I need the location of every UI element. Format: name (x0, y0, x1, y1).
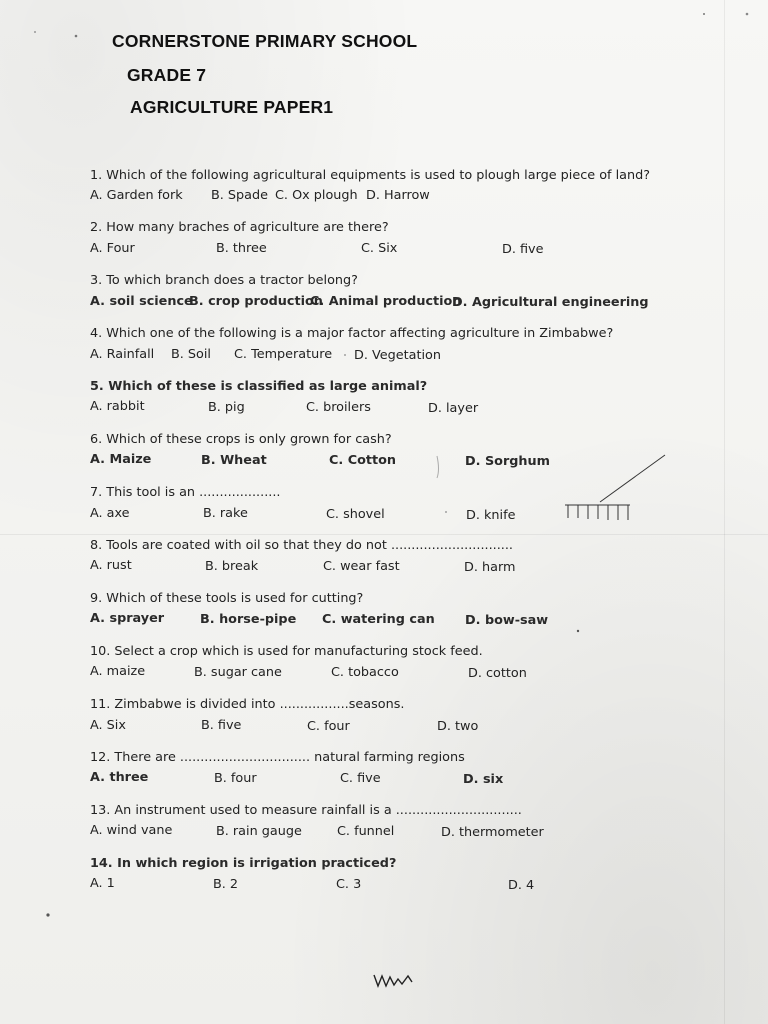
q7-option-a: A. axe (90, 506, 130, 521)
q14-option-d: D. 4 (508, 878, 535, 893)
q12-option-b: B. four (214, 771, 257, 786)
question-6: 6. Which of these crops is only grown for cash? (90, 432, 392, 447)
q8-option-a: A. rust (90, 558, 132, 573)
grade-title: GRADE 7 (127, 65, 207, 85)
q4-option-d: D. Vegetation (354, 348, 441, 363)
q11-option-a: A. Six (90, 718, 126, 733)
q1-option-a: A. Garden fork (90, 188, 183, 203)
question-9: 9. Which of these tools is used for cutting? (90, 591, 364, 606)
question-14: 14. In which region is irrigation practiced? (90, 856, 397, 871)
q14-option-b: B. 2 (213, 877, 239, 892)
q1-option-d: D. Harrow (366, 188, 430, 203)
question-2: 2. How many braches of agriculture are there? (90, 220, 389, 235)
q13-option-a: A. wind vane (90, 823, 173, 838)
q10-option-a: A. maize (90, 664, 146, 679)
q9-option-b: B. horse-pipe (200, 612, 297, 627)
q5-option-a: A. rabbit (90, 399, 145, 414)
q13-option-d: D. thermometer (441, 825, 544, 840)
q3-option-b: B. crop production (189, 294, 323, 309)
q1-option-c: C. Ox plough (275, 188, 358, 203)
q4-option-a: A. Rainfall (90, 347, 155, 362)
q14-option-c: C. 3 (336, 877, 362, 892)
q4-option-b: B. Soil (171, 347, 211, 362)
q2-option-c: C. Six (361, 241, 398, 256)
question-10: 10. Select a crop which is used for manufacturing stock feed. (90, 644, 483, 659)
question-1: 1. Which of the following agricultural equipments is used to plough large piece of land? (90, 168, 651, 183)
q3-option-d: D. Agricultural engineering (452, 295, 649, 310)
q9-option-d: D. bow-saw (465, 613, 549, 628)
q7-option-b: B. rake (203, 506, 248, 521)
q5-option-b: B. pig (208, 400, 245, 415)
q13-option-c: C. funnel (337, 824, 395, 839)
question-11: 11. Zimbabwe is divided into .................seasons. (90, 697, 405, 712)
q12-option-a: A. three (90, 770, 149, 785)
q11-option-d: D. two (437, 719, 479, 734)
q9-option-a: A. sprayer (90, 611, 165, 626)
q10-option-b: B. sugar cane (194, 665, 282, 680)
q8-option-d: D. harm (464, 560, 516, 575)
question-5: 5. Which of these is classified as large animal? (90, 379, 428, 394)
q5-option-c: C. broilers (306, 400, 371, 415)
q5-option-d: D. layer (428, 401, 479, 416)
question-12: 12. There are ................................ natural farming regions (90, 750, 465, 765)
q10-option-c: C. tobacco (331, 665, 399, 680)
question-8: 8. Tools are coated with oil so that they do not .............................. (90, 538, 513, 553)
q13-option-b: B. rain gauge (216, 824, 302, 839)
q9-option-c: C. watering can (322, 612, 435, 627)
question-3: 3. To which branch does a tractor belong? (90, 273, 358, 288)
q6-option-d: D. Sorghum (465, 454, 550, 469)
q3-option-a: A. soil science (90, 294, 193, 309)
q8-option-b: B. break (205, 559, 259, 574)
q7-option-c: C. shovel (326, 507, 385, 522)
q6-option-a: A. Maize (90, 452, 152, 467)
q7-option-d: D. knife (466, 508, 516, 523)
q6-option-c: C. Cotton (329, 453, 397, 468)
q12-option-d: D. six (463, 772, 504, 787)
question-13: 13. An instrument used to measure rainfall is a ............................... (90, 803, 522, 818)
q2-option-d: D. five (502, 242, 544, 257)
q1-option-b: B. Spade (211, 188, 268, 203)
q2-option-b: B. three (216, 241, 267, 256)
q11-option-c: C. four (307, 719, 350, 734)
paper-title: AGRICULTURE PAPER1 (130, 97, 334, 117)
q10-option-d: D. cotton (468, 666, 527, 681)
question-7: 7. This tool is an .................... (90, 485, 281, 500)
school-name: CORNERSTONE PRIMARY SCHOOL (112, 31, 418, 51)
q6-option-b: B. Wheat (201, 453, 267, 468)
q4-option-c: C. Temperature (234, 347, 333, 362)
q14-option-a: A. 1 (90, 876, 115, 891)
q3-option-c: C. Animal production (310, 294, 462, 309)
q2-option-a: A. Four (90, 241, 135, 256)
q11-option-b: B. five (201, 718, 242, 733)
q8-option-c: C. wear fast (323, 559, 400, 574)
question-4: 4. Which one of the following is a major factor affecting agriculture in Zimbabwe? (90, 326, 614, 341)
q12-option-c: C. five (340, 771, 381, 786)
